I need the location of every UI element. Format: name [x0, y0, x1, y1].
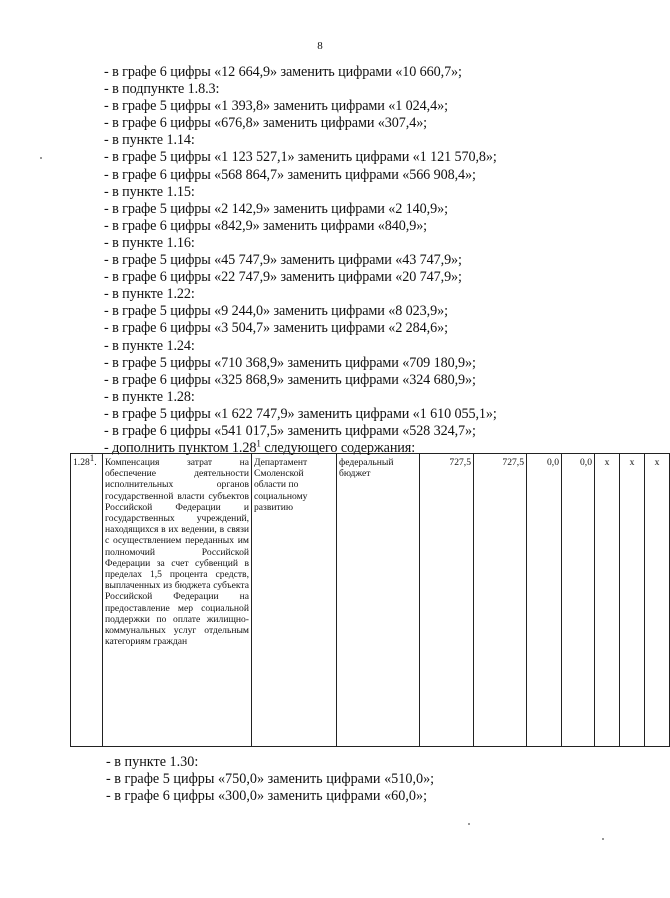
amendment-line: - в графе 5 цифры «1 393,8» заменить цифрами «1 024,4»;	[104, 98, 448, 115]
row-number-superscript: 1	[89, 452, 95, 463]
amendment-line: - в графе 6 цифры «676,8» заменить цифрами «307,4»;	[104, 115, 428, 132]
amendment-line: - в графе 6 цифры «325 868,9» заменить цифрами «324 680,9»;	[104, 371, 476, 388]
amendment-line: - в пункте 1.22:	[104, 286, 195, 303]
amendment-line: - в графе 5 цифры «1 622 747,9» заменить цифрами «1 610 055,1»;	[104, 405, 497, 422]
amendment-line: - в пункте 1.16:	[104, 234, 195, 251]
amendment-table	[70, 453, 670, 747]
supplement-text: - дополнить пунктом 1.28	[104, 440, 257, 457]
column-11-cell: х	[645, 454, 670, 747]
amendment-line: - в графе 6 цифры «300,0» заменить цифрами «60,0»;	[106, 788, 428, 805]
column-5-cell: 727,5	[420, 454, 474, 747]
department-cell: Департамент Смоленской области по социальному развитию	[252, 454, 337, 747]
row-number-suffix: .	[94, 457, 97, 468]
amendment-line: - в графе 5 цифры «750,0» заменить цифрами «510,0»;	[106, 771, 435, 788]
column-10-cell: х	[620, 454, 645, 747]
amendment-line: - в графе 6 цифры «568 864,7» заменить цифрами «566 908,4»;	[104, 166, 476, 183]
amendment-line: - в графе 5 цифры «9 244,0» заменить цифрами «8 023,9»;	[104, 303, 448, 320]
amendment-line: - в графе 6 цифры «541 017,5» заменить цифрами «528 324,7»;	[104, 422, 476, 439]
amendment-line: - в пункте 1.28:	[104, 388, 195, 405]
supplement-superscript: 1	[256, 438, 261, 449]
amendment-line: - в пункте 1.15:	[104, 183, 195, 200]
column-8-cell: 0,0	[562, 454, 595, 747]
amendment-line: - в пункте 1.24:	[104, 337, 195, 354]
scan-speck	[468, 823, 470, 825]
amendment-line: - в графе 5 цифры «1 123 527,1» заменить цифрами «1 121 570,8»;	[104, 149, 497, 166]
column-7-cell: 0,0	[527, 454, 562, 747]
amendment-line: - в пункте 1.14:	[104, 132, 195, 149]
description-cell: Компенсация затрат на обеспечение деятельности исполнительных органов государственной власти субъектов Российской Федерации и государственных учреждений, находящихся в их ведении, в связи с осуществлением переданных им полномочий Российской Федерации за счет субвенций в пределах 1,5 процента средств, выплаченных из бюджета субъекта Российской Федерации на предоставление мер социальной поддержки по оплате жилищно-коммунальных услуг отдельным категориям граждан	[103, 454, 252, 747]
amendment-line: - в графе 6 цифры «3 504,7» заменить цифрами «2 284,6»;	[104, 320, 448, 337]
page-number: 8	[317, 40, 323, 52]
amendment-line: - в графе 6 цифры «22 747,9» заменить цифрами «20 747,9»;	[104, 269, 462, 286]
amendment-line: - в графе 6 цифры «12 664,9» заменить цифрами «10 660,7»;	[104, 64, 462, 80]
scan-speck	[40, 157, 42, 159]
table-row	[71, 454, 670, 747]
column-9-cell: х	[595, 454, 620, 747]
funding-source-cell: федеральный бюджет	[337, 454, 420, 747]
amendment-line: - в графе 5 цифры «710 368,9» заменить цифрами «709 180,9»;	[104, 354, 476, 371]
amendments-list-bottom	[106, 754, 434, 805]
scan-speck	[602, 838, 604, 840]
amendments-list	[104, 64, 497, 457]
row-number-cell	[71, 454, 103, 747]
row-number: 1.28	[73, 457, 90, 468]
amendment-line: - в графе 6 цифры «842,9» заменить цифрами «840,9»;	[104, 217, 428, 234]
column-6-cell: 727,5	[474, 454, 527, 747]
amendment-line: - в пункте 1.30:	[106, 754, 199, 770]
amendment-line: - в графе 5 цифры «45 747,9» заменить цифрами «43 747,9»;	[104, 252, 462, 269]
amendment-line: - в подпункте 1.8.3:	[104, 81, 220, 98]
supplement-text-end: следующего содержания:	[260, 440, 416, 457]
amendment-line: - в графе 5 цифры «2 142,9» заменить цифрами «2 140,9»;	[104, 200, 448, 217]
